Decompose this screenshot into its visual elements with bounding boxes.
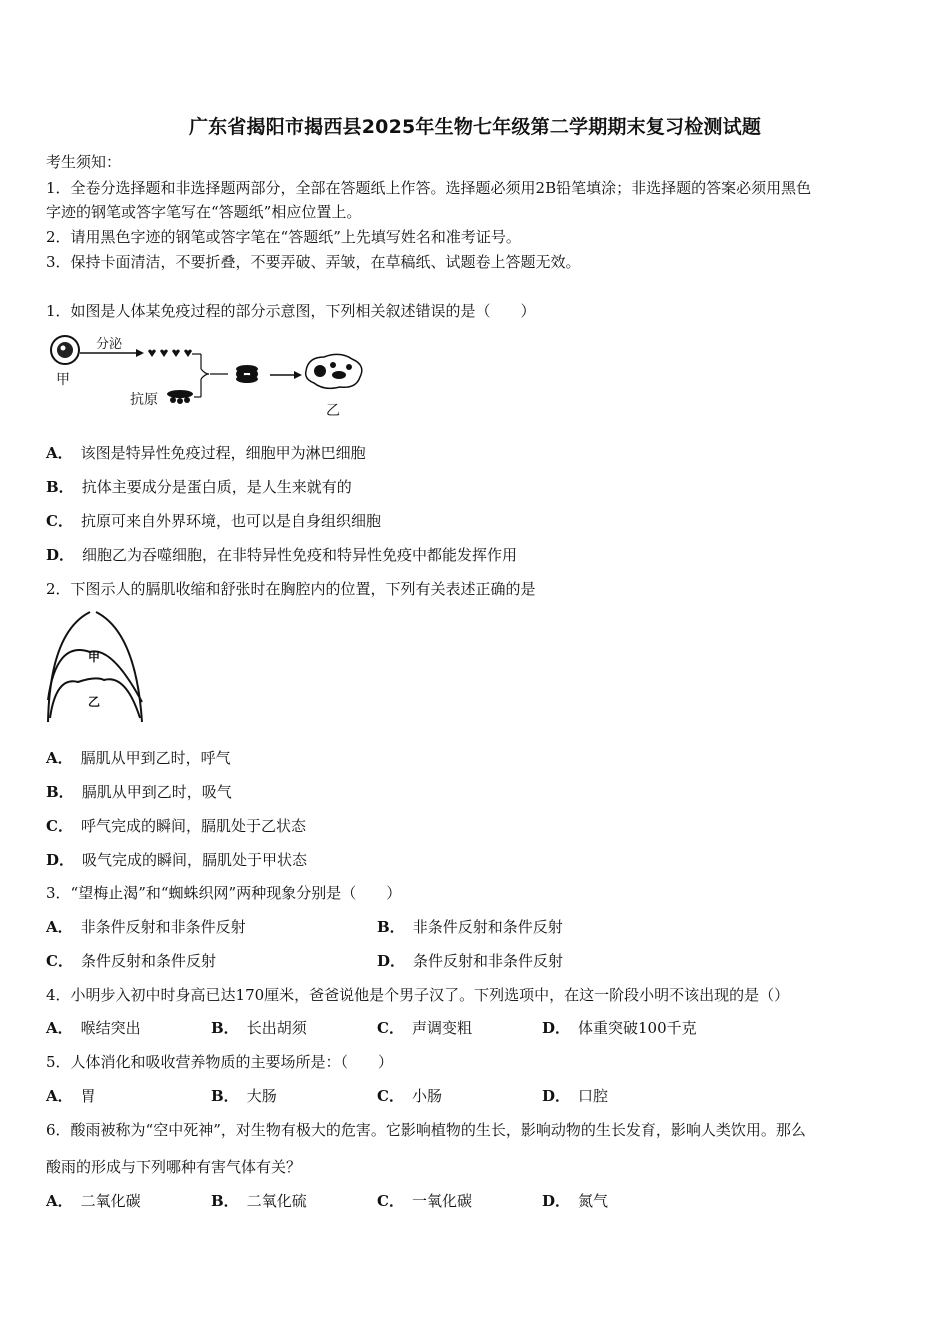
- question-1-option-d: D． 细胞乙为吞噬细胞，在非特异性免疫和特异性免疫中都能发挥作用: [46, 546, 518, 564]
- notice-heading: 考生须知：: [46, 153, 122, 171]
- question-3-option-c: C． 条件反射和条件反射: [46, 952, 216, 970]
- question-6-stem-continued: 酸雨的形成与下列哪种有害气体有关？: [46, 1158, 302, 1176]
- immune-process-figure: [44, 333, 374, 423]
- question-1-stem: 1．如图是人体某免疫过程的部分示意图，下列相关叙述错误的是（ ）: [46, 302, 536, 320]
- antigen-label: 抗原: [130, 392, 158, 408]
- question-2-option-c: C． 呼气完成的瞬间，膈肌处于乙状态: [46, 817, 306, 835]
- phagocyte-cell-icon: [306, 354, 362, 388]
- question-5-option-a: A． 胃: [46, 1087, 96, 1105]
- page-title: 广东省揭阳市揭西县2025年生物七年级第二学期期末复习检测试题: [188, 116, 762, 138]
- notice-item: 3．保持卡面清洁，不要折叠，不要弄破、弄皱，在草稿纸、试题卷上答题无效。: [46, 253, 581, 271]
- diaphragm-upper-label: 甲: [88, 650, 101, 664]
- cell-a-label: 甲: [56, 372, 70, 388]
- question-5-stem: 5．人体消化和吸收营养物质的主要场所是：（ ）: [46, 1053, 394, 1071]
- question-6-option-a: A． 二氧化碳: [46, 1192, 141, 1210]
- question-3-option-b: B． 非条件反射和条件反射: [377, 918, 563, 936]
- diaphragm-lower-label: 乙: [88, 695, 101, 709]
- question-2-option-d: D． 吸气完成的瞬间，膈肌处于甲状态: [46, 851, 308, 869]
- question-5-option-d: D． 口腔: [542, 1087, 609, 1105]
- antibody-icons: [148, 350, 192, 358]
- cell-b-label: 乙: [326, 403, 340, 419]
- question-3-option-d: D． 条件反射和非条件反射: [377, 952, 564, 970]
- question-2-option-a: A． 膈肌从甲到乙时，呼气: [46, 749, 231, 767]
- question-5-option-b: B． 大肠: [211, 1087, 277, 1105]
- notice-item: 2．请用黑色字迹的钢笔或答字笔在“答题纸”上先填写姓名和准考证号。: [46, 228, 521, 246]
- question-4-option-b: B． 长出胡须: [211, 1019, 307, 1037]
- question-4-option-c: C． 声调变粗: [377, 1019, 472, 1037]
- question-5-option-c: C． 小肠: [377, 1087, 442, 1105]
- question-6-option-d: D． 氮气: [542, 1192, 609, 1210]
- question-3-option-a: A． 非条件反射和非条件反射: [46, 918, 246, 936]
- question-3-stem: 3．“望梅止渴”和“蜘蛛织网”两种现象分别是（ ）: [46, 884, 402, 902]
- antigen-antibody-complex-icon: [236, 365, 258, 383]
- question-2-option-b: B． 膈肌从甲到乙时，吸气: [46, 783, 232, 801]
- question-6-stem: 6．酸雨被称为“空中死神”，对生物有极大的危害。它影响植物的生长，影响动物的生长发育，影响人类饮用。那么: [46, 1121, 806, 1139]
- question-4-option-d: D． 体重突破100千克: [542, 1019, 697, 1037]
- antigen-icon: [167, 390, 193, 404]
- question-6-option-b: B． 二氧化硫: [211, 1192, 307, 1210]
- question-1-option-b: B． 抗体主要成分是蛋白质，是人生来就有的: [46, 478, 352, 496]
- question-4-option-a: A． 喉结突出: [46, 1019, 141, 1037]
- notice-item: 字迹的钢笔或答字笔写在“答题纸”相应位置上。: [46, 203, 362, 221]
- notice-item: 1．全卷分选择题和非选择题两部分，全部在答题纸上作答。选择题必须用2B铅笔填涂；非选择题的答案必须用黑色: [46, 179, 812, 197]
- question-4-stem: 4．小明步入初中时身高已达170厘米，爸爸说他是个男子汉了。下列选项中，在这一阶段小明不该出现的是（）: [46, 986, 790, 1004]
- question-6-option-c: C． 一氧化碳: [377, 1192, 472, 1210]
- question-1-option-a: A． 该图是特异性免疫过程，细胞甲为淋巴细胞: [46, 444, 366, 462]
- diaphragm-figure: [42, 608, 152, 728]
- secrete-label: 分泌: [96, 337, 123, 352]
- question-2-stem: 2．下图示人的膈肌收缩和舒张时在胸腔内的位置，下列有关表述正确的是: [46, 580, 536, 598]
- question-1-option-c: C． 抗原可来自外界环境，也可以是自身组织细胞: [46, 512, 381, 530]
